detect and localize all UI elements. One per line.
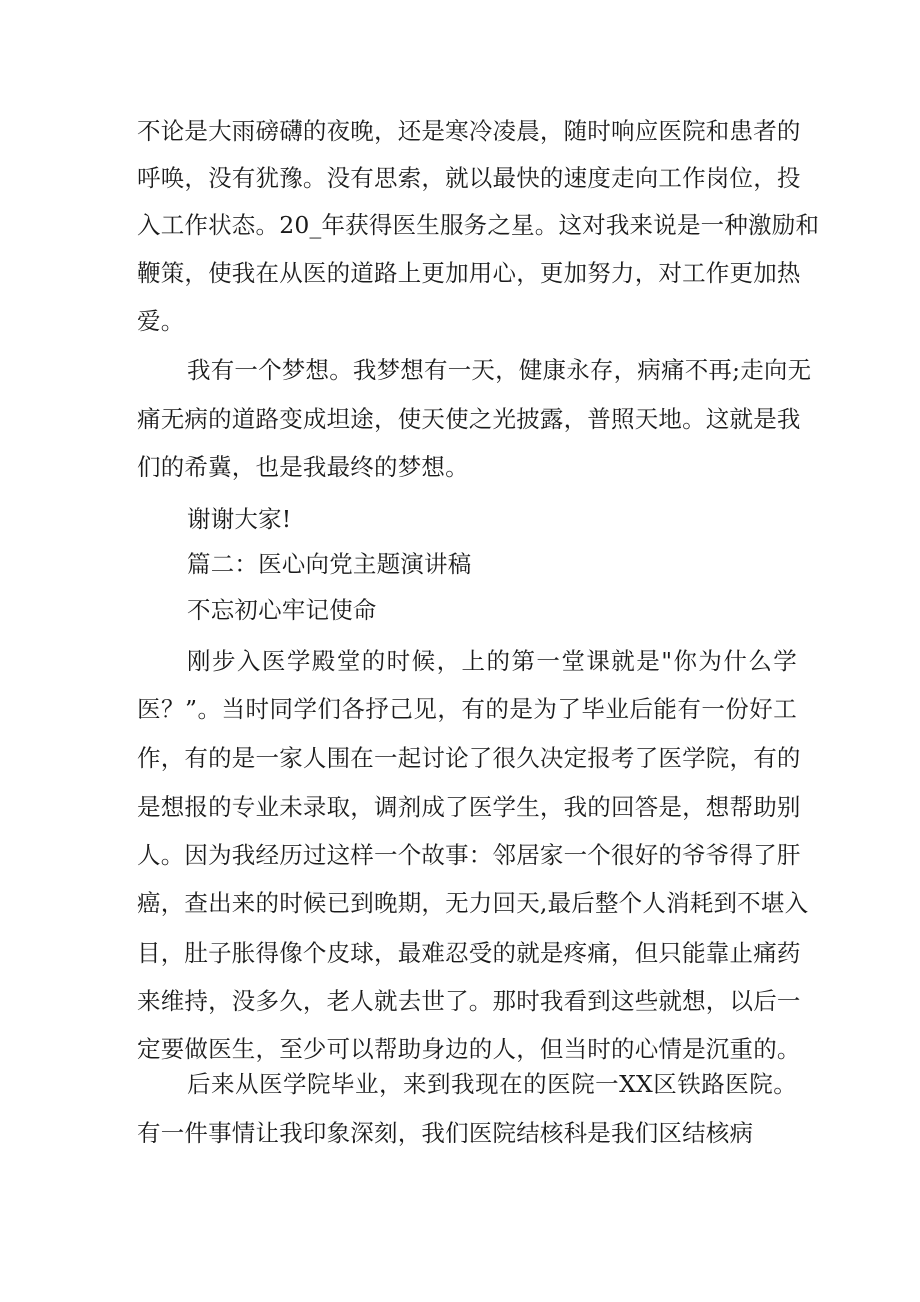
text-line: 来维持，没多久，老人就去世了。那时我看到这些就想，以后一: [137, 987, 801, 1015]
text-line: 医？”。当时同学们各抒己见，有的是为了毕业后能有一份好工: [137, 695, 797, 723]
text-line: 目，肚子胀得像个皮球，最难忍受的就是疼痛，但只能靠止痛药: [137, 939, 801, 967]
section-subtitle: 不忘初心牢记使命: [187, 596, 377, 624]
text-line: 爱。: [137, 307, 185, 335]
text-line: 人。因为我经历过这样一个故事：邻居家一个很好的爷爷得了肝: [137, 841, 801, 869]
text-line: 有一件事情让我印象深刻，我们医院结核科是我们区结核病: [137, 1119, 754, 1147]
text-line: 是想报的专业未录取，调剂成了医学生，我的回答是，想帮助别: [137, 793, 801, 821]
text-line: 呼唤，没有犹豫。没有思索，就以最快的速度走向工作岗位，投: [137, 164, 801, 192]
section-heading: 篇二：医心向党主题演讲稿: [187, 550, 472, 578]
text-line: 后来从医学院毕业，来到我现在的医院一XX区铁路医院。: [187, 1070, 797, 1098]
text-line: 癌，查出来的时候已到晚期，无力回天,最后整个人消耗到不堪入: [137, 889, 809, 917]
text-line: 不论是大雨磅礴的夜晚，还是寒冷凌晨，随时响应医院和患者的: [137, 117, 801, 145]
text-line: 刚步入医学殿堂的时候，上的第一堂课就是"你为什么学: [187, 647, 797, 675]
text-line: 我有一个梦想。我梦想有一天，健康永存，病痛不再;走向无: [187, 356, 812, 384]
text-line: 们的希冀，也是我最终的梦想。: [137, 453, 469, 481]
text-line: 入工作状态。20_年获得医生服务之星。这对我来说是一种激励和: [137, 211, 820, 239]
text-line: 鞭策，使我在从医的道路上更加用心，更加努力，对工作更加热: [137, 259, 801, 287]
text-line: 定要做医生，至少可以帮助身边的人，但当时的心情是沉重的。: [137, 1035, 801, 1063]
text-line: 痛无病的道路变成坦途，使天使之光披露，普照天地。这就是我: [137, 405, 801, 433]
text-line: 谢谢大家!: [187, 505, 292, 533]
text-line: 作，有的是一家人围在一起讨论了很久决定报考了医学院，有的: [137, 744, 801, 772]
